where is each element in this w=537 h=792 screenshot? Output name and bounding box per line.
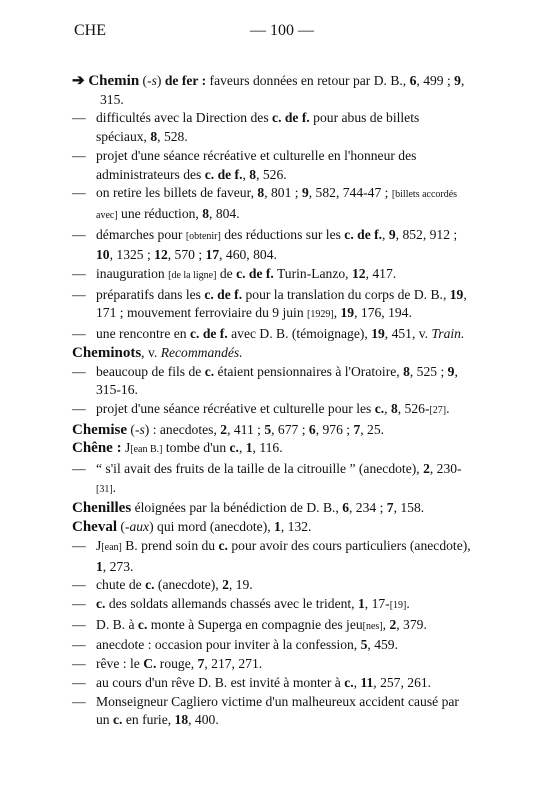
entry-text: rouge, (156, 656, 198, 672)
entry-text: -s (134, 421, 145, 437)
subentry-dash: — (72, 266, 86, 282)
index-headword-entry (72, 421, 472, 440)
subentry-dash: — (72, 185, 86, 201)
entry-text: -aux (124, 519, 150, 535)
entry-text: 9 (447, 363, 455, 379)
entry-text: ) qui mord (anecdote), (149, 519, 275, 535)
entry-text: 18 (174, 712, 189, 728)
entry-text: [ean B.] (130, 444, 163, 456)
entry-text: c. de f. (204, 286, 243, 302)
entry-text: , 234 ; (349, 500, 387, 516)
entry-text: “ s'il avait des fruits de la taille de la citrouille ” (anecdote), (96, 461, 424, 477)
index-subentry (72, 286, 472, 325)
entry-text: , 582, 744-47 ; (308, 185, 392, 201)
entry-text: Recommandés. (160, 344, 243, 360)
entry-text: 1 (96, 558, 103, 574)
entry-text: , 19. (228, 577, 253, 593)
entry-text: 8 (390, 400, 398, 416)
entry-text: , (333, 305, 341, 321)
subentry-dash: — (72, 226, 86, 242)
index-headword-entry (72, 72, 472, 109)
index-subentry (72, 363, 472, 400)
entry-text: ) : anecdotes, (144, 421, 221, 437)
index-subentry (72, 576, 472, 595)
entry-text: de (216, 266, 237, 282)
entry-text: , 176, 194. (354, 305, 412, 321)
entry-text: ➔ Chemin (72, 73, 140, 89)
entry-text: , 400. (188, 712, 219, 728)
entry-text: , 570 ; (167, 247, 206, 263)
entry-text: , 526- (397, 400, 430, 416)
index-entries (72, 72, 472, 730)
index-subentry (72, 693, 472, 730)
entry-text: inauguration (96, 266, 169, 282)
entry-text: 10 (96, 247, 110, 263)
index-subentry (72, 265, 472, 286)
entry-text: J (121, 440, 131, 456)
entry-text: 7 (197, 656, 205, 672)
entry-text: , 315. (100, 73, 465, 107)
entry-text: , 411 ; (227, 421, 265, 437)
entry-text: , 17- (364, 595, 390, 611)
entry-text: , 116. (252, 440, 283, 456)
index-subentry (72, 109, 472, 146)
index-subentry (72, 226, 472, 265)
entry-text: 1 (274, 519, 281, 535)
subentry-dash: — (72, 537, 86, 553)
entry-text: -s (147, 73, 157, 88)
entry-text: 19 (371, 326, 385, 342)
entry-text: 5 (264, 421, 272, 437)
entry-text: beaucoup de fils de (96, 363, 205, 379)
entry-text: c. de f. (272, 110, 310, 126)
entry-text: , (353, 674, 361, 690)
entry-text: [billets accordés avec] (96, 189, 458, 221)
entry-text: projet d'une séance récréative et culturelle en l'honneur des administrateurs des (96, 147, 417, 182)
entry-text: 2 (220, 421, 228, 437)
entry-text: faveurs données en retour par D. B., (206, 73, 410, 88)
entry-text: , (384, 400, 391, 416)
entry-text: on retire les billets de faveur, (96, 185, 258, 201)
entry-text: 6 (409, 73, 417, 88)
entry-text: , 417. (365, 266, 397, 282)
entry-text: ( (117, 519, 125, 535)
entry-text: démarches pour (96, 226, 186, 242)
entry-text: 19 (449, 286, 464, 302)
entry-text: , 171 ; mouvement ferroviaire du 9 juin (96, 286, 467, 321)
subentry-dash: — (72, 110, 86, 126)
entry-text: , (382, 616, 390, 632)
index-subentry (72, 674, 472, 693)
entry-text: Chêne : (72, 440, 122, 457)
entry-text: c. (374, 400, 385, 416)
entry-text: . (446, 400, 450, 416)
entry-text: 12 (351, 266, 366, 282)
index-subentry (72, 325, 472, 344)
subentry-dash: — (72, 637, 86, 653)
subentry-dash: — (72, 595, 86, 611)
entry-text: Chemise (72, 421, 127, 438)
index-headword-entry (72, 344, 472, 363)
entry-text: . (406, 595, 410, 611)
entry-text: 6 (342, 500, 349, 516)
entry-text: c. de f. (189, 326, 228, 342)
subentry-dash: — (72, 616, 86, 632)
entry-text: c. de f. (344, 226, 383, 242)
entry-text: Train. (431, 326, 465, 342)
index-headword-entry (72, 439, 472, 460)
entry-text: Chenilles (72, 500, 132, 517)
entry-text: , 976 ; (315, 421, 354, 437)
index-headword-entry (72, 518, 472, 537)
index-subentry (72, 537, 472, 576)
entry-text: préparatifs dans les (96, 286, 205, 302)
running-header: CHE (74, 22, 106, 39)
entry-text: (anecdote), (154, 577, 223, 593)
entry-text: [ean] (101, 541, 122, 553)
entry-text: une rencontre en (96, 326, 190, 342)
subentry-dash: — (72, 363, 86, 379)
entry-text: [19] (389, 599, 407, 611)
entry-text: des soldats allemands chassés avec le trident, (105, 595, 358, 611)
entry-text: Cheminots (72, 344, 142, 361)
subentry-dash: — (72, 286, 86, 302)
entry-text: c. (229, 440, 239, 456)
index-subentry (72, 655, 472, 674)
entry-text: c. de f. (236, 266, 274, 282)
entry-text: une réduction, (117, 205, 203, 221)
subentry-dash: — (72, 147, 86, 163)
entry-text: 9 (454, 73, 461, 88)
index-subentry (72, 184, 472, 225)
subentry-dash: — (72, 656, 86, 672)
entry-text: rêve : le (96, 656, 144, 672)
entry-text: , 379. (396, 616, 427, 632)
entry-text: , (242, 166, 250, 182)
entry-text: 1 (357, 595, 365, 611)
subentry-dash: — (72, 326, 86, 342)
entry-text: de fer : (164, 73, 207, 88)
index-subentry (72, 460, 472, 499)
subentry-dash: — (72, 461, 86, 477)
entry-text: , 460, 804. (219, 247, 277, 263)
entry-text: ) (156, 73, 165, 88)
entry-text: c. (344, 674, 354, 690)
entry-text: ( (127, 421, 135, 437)
entry-text: , 315-16. (96, 363, 458, 398)
entry-text: Turin-Lanzo, (273, 266, 352, 282)
entry-text: C. (143, 656, 157, 672)
entry-text: , 526. (256, 166, 287, 182)
entry-text: 9 (301, 185, 309, 201)
entry-text: c. (137, 616, 148, 632)
entry-text: [1929] (307, 309, 334, 321)
entry-text: c. de f. (204, 166, 243, 182)
entry-text: J (96, 537, 102, 553)
entry-text: monte à Superga en compagnie des jeu (147, 616, 363, 632)
entry-text: 19 (340, 305, 355, 321)
entry-text: pour avoir des cours particuliers (anecdote), (227, 537, 471, 553)
entry-text: 11 (360, 674, 374, 690)
entry-text: Cheval (72, 519, 117, 536)
entry-text: c. (218, 537, 228, 553)
entry-text: , 801 ; (264, 185, 302, 201)
index-subentry (72, 595, 472, 616)
entry-text: , 852, 912 ; (395, 226, 458, 242)
entry-text: [31] (96, 483, 113, 495)
entry-text: 8 (403, 363, 410, 379)
entry-text: chute de (96, 577, 146, 593)
entry-text: étaient pensionnaires à l'Oratoire, (214, 363, 404, 379)
entry-text: projet d'une séance récréative et culturelle pour les (96, 400, 375, 416)
entry-text: , 230- (429, 461, 462, 477)
entry-text: , 257, 261. (373, 674, 432, 690)
index-headword-entry (72, 499, 472, 518)
entry-text: ( (139, 73, 148, 88)
subentry-dash: — (72, 674, 86, 690)
entry-text: . (112, 479, 117, 495)
entry-text: , 132. (280, 519, 312, 535)
subentry-dash: — (72, 400, 86, 416)
entry-text: en furie, (122, 712, 175, 728)
entry-text: , 158. (393, 500, 425, 516)
entry-text: 5 (360, 637, 368, 653)
index-subentry (72, 147, 472, 184)
entry-text: des réductions sur les (220, 226, 345, 242)
entry-text: 9 (388, 226, 396, 242)
entry-text: c. (145, 577, 155, 593)
entry-text: 17 (205, 247, 220, 263)
entry-text: pour la translation du corps de D. B., (242, 286, 450, 302)
subentry-dash: — (72, 693, 86, 709)
entry-text: [obtenir] (185, 230, 221, 242)
entry-text: , 217, 271. (204, 656, 263, 672)
entry-text: , 677 ; (271, 421, 309, 437)
entry-text: , 451, v. (384, 326, 432, 342)
entry-text: pour abus de billets spéciaux, (96, 110, 420, 145)
entry-text: c. (204, 363, 215, 379)
entry-text: c. (113, 712, 123, 728)
entry-text: 7 (386, 500, 394, 516)
index-subentry (72, 616, 472, 637)
entry-text: Monseigneur Cagliero victime d'un malheureux accident causé par un (96, 693, 459, 728)
entry-text: , v. (141, 344, 161, 360)
entry-text: c. (96, 595, 106, 611)
entry-text: 2 (423, 461, 430, 477)
entry-text: anecdote : occasion pour inviter à la confession, (96, 637, 361, 653)
entry-text: éloignées par la bénédiction de D. B., (131, 500, 343, 516)
index-subentry (72, 636, 472, 655)
index-subentry (72, 400, 472, 421)
entry-text: 8 (249, 166, 257, 182)
entry-text: [nes] (362, 620, 383, 632)
entry-text: B. prend soin du (121, 537, 219, 553)
entry-text: , (382, 226, 389, 242)
entry-text: 7 (353, 421, 361, 437)
entry-text: , 804. (209, 205, 240, 221)
entry-text: 8 (150, 129, 158, 145)
entry-text: [27] (429, 404, 447, 416)
entry-text: 12 (154, 247, 168, 263)
entry-text: , 459. (367, 637, 398, 653)
entry-text: [de la ligne] (168, 270, 217, 282)
entry-text: au cours d'un rêve D. B. est invité à monter à (96, 674, 345, 690)
entry-text: D. B. à (96, 616, 138, 632)
entry-text: , 25. (360, 421, 385, 437)
entry-text: , 528. (157, 129, 188, 145)
entry-text: 2 (389, 616, 397, 632)
page-number: — 100 — (250, 22, 314, 39)
entry-text: difficultés avec la Direction des (96, 110, 273, 126)
subentry-dash: — (72, 577, 86, 593)
entry-text: 1 (245, 440, 253, 456)
entry-text: 6 (308, 421, 316, 437)
entry-text: avec D. B. (témoignage), (227, 326, 372, 342)
entry-text: , 273. (102, 558, 134, 574)
entry-text: , 1325 ; (109, 247, 155, 263)
entry-text: tombe d'un (162, 440, 230, 456)
entry-text: 8 (257, 185, 265, 201)
entry-text: 2 (222, 577, 229, 593)
entry-text: , (238, 440, 246, 456)
entry-text: 8 (202, 205, 210, 221)
entry-text: , 525 ; (409, 363, 448, 379)
entry-text: , 499 ; (416, 73, 455, 88)
